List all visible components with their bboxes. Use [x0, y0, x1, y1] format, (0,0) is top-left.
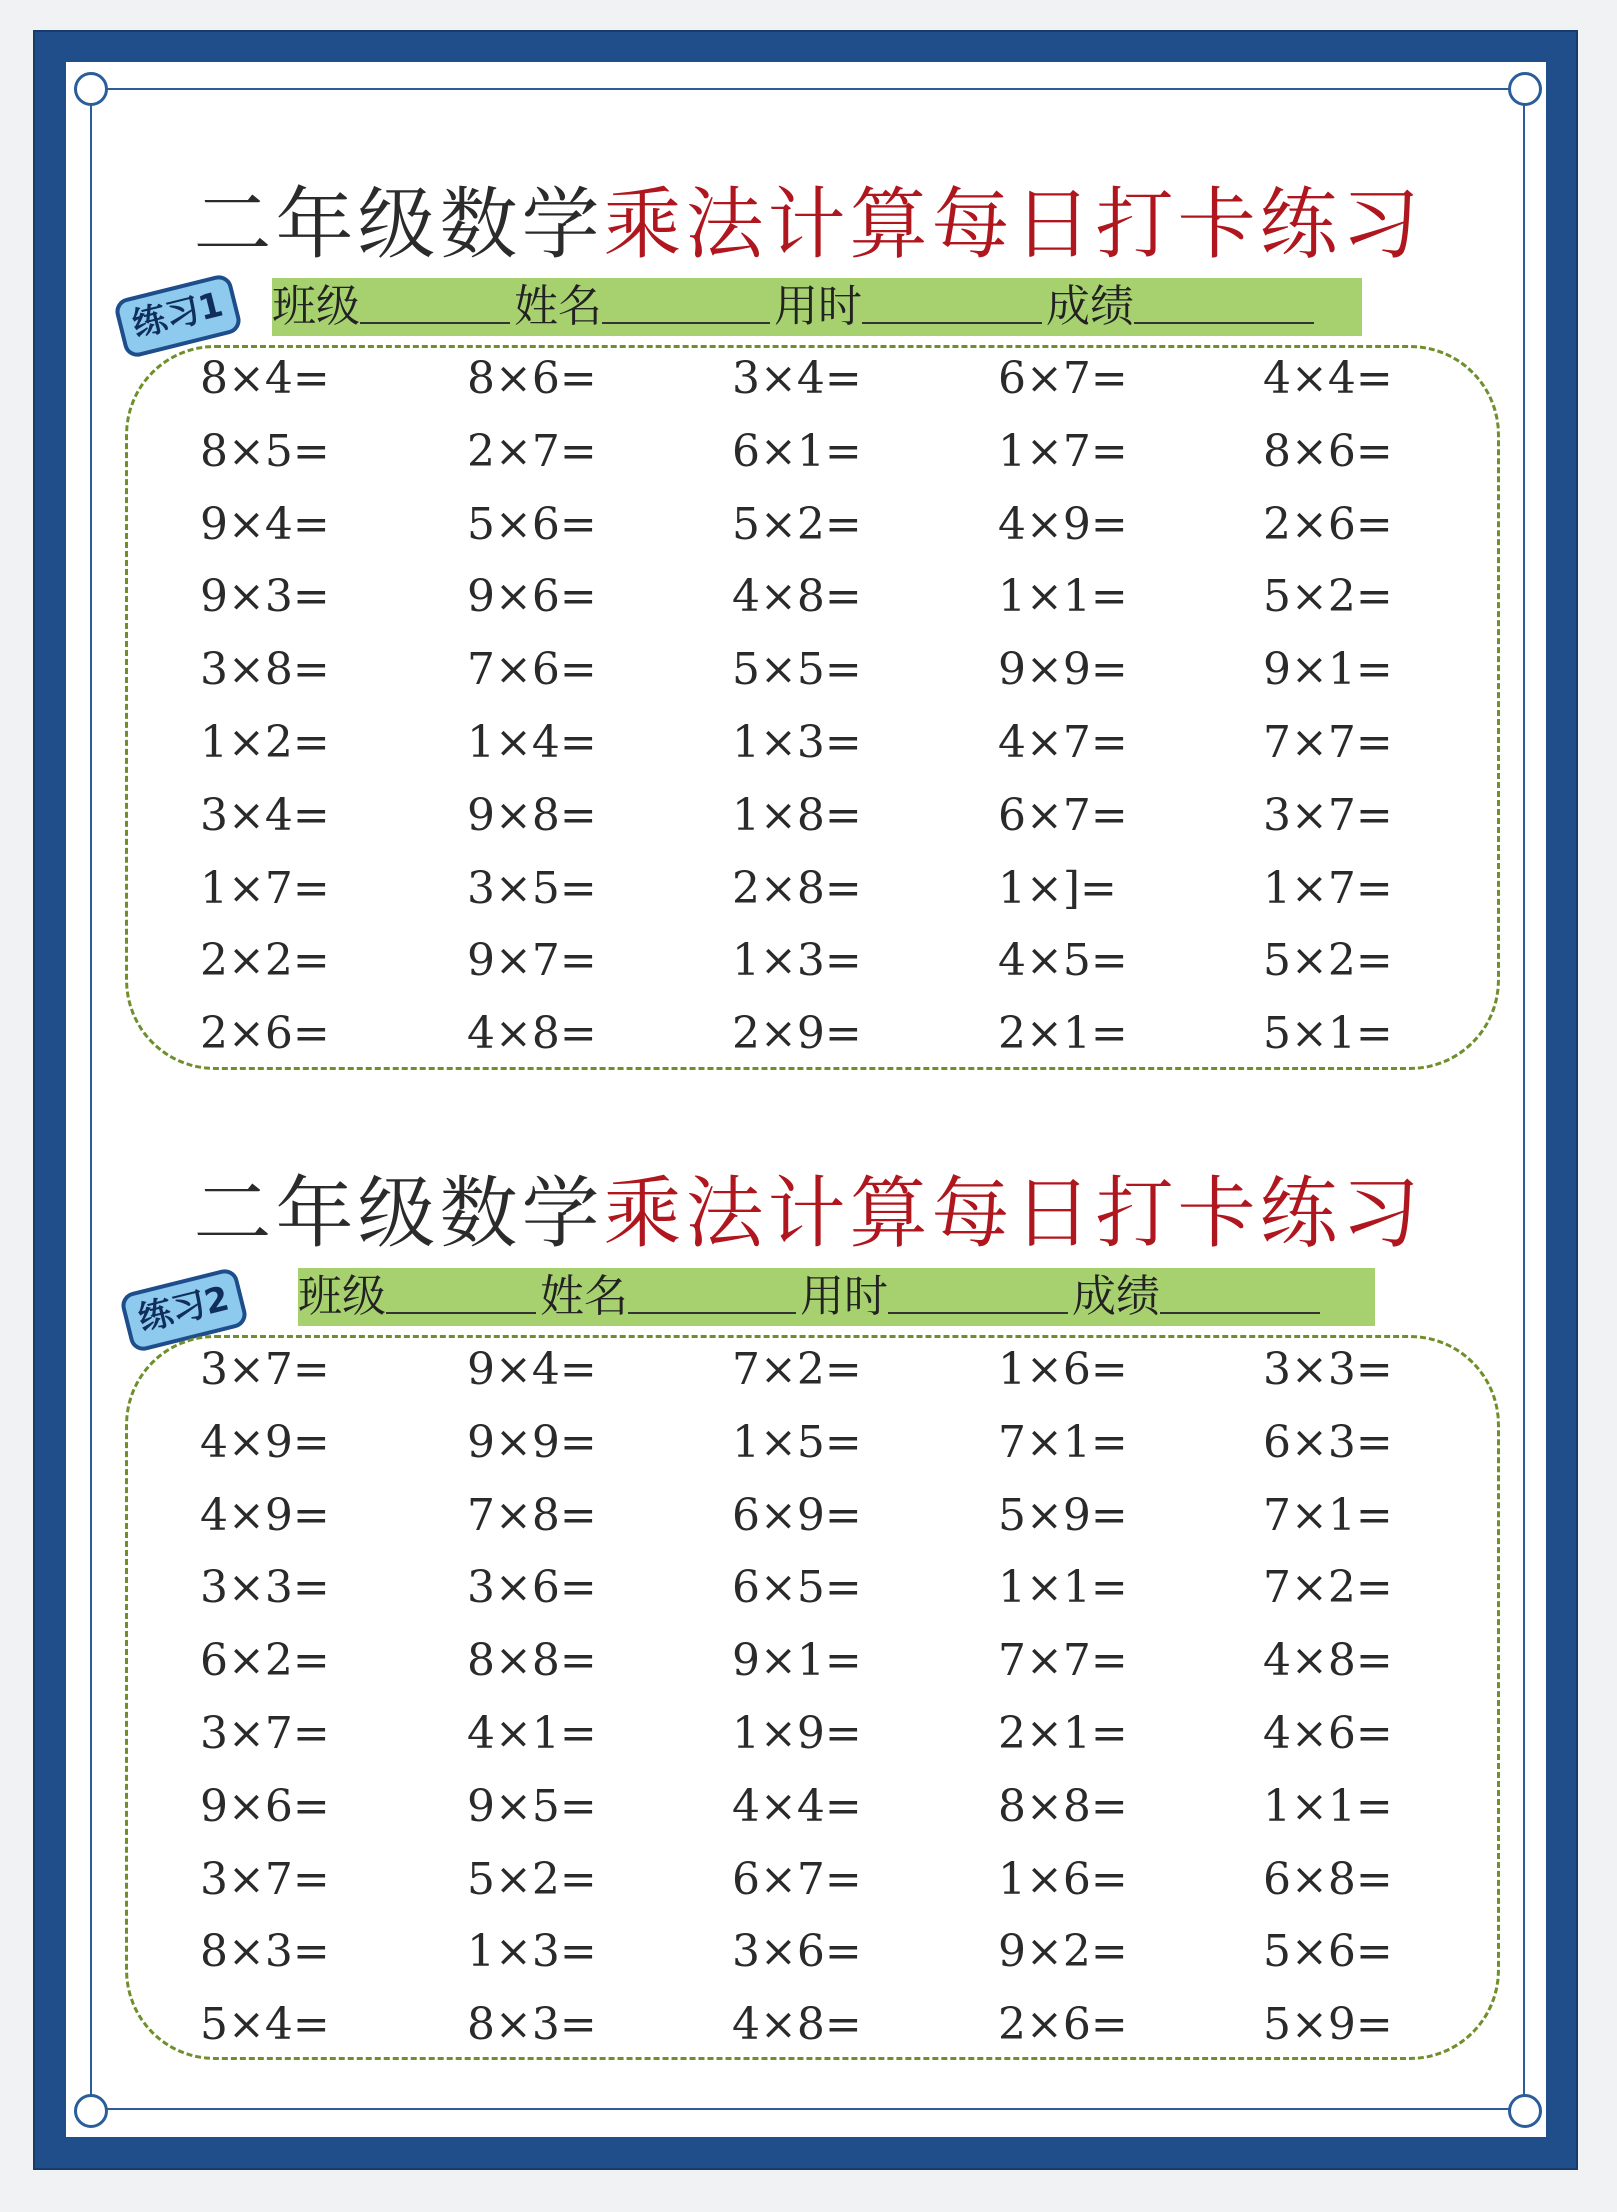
student-info-bar [272, 278, 1362, 336]
multiplication-problem: 2×8= [732, 862, 862, 914]
name-blank[interactable] [628, 1268, 796, 1314]
multiplication-problem: 1×3= [732, 717, 862, 768]
multiplication-problem: 2×1= [998, 1008, 1128, 1060]
sheet-title [0, 1169, 1617, 1259]
multiplication-problem: 1×2= [200, 717, 330, 768]
multiplication-problem: 4×5= [998, 935, 1128, 987]
multiplication-problem: 1×7= [200, 862, 330, 914]
multiplication-problem: 9×7= [467, 935, 597, 987]
score-label: 成绩 [1072, 1271, 1160, 1322]
multiplication-problem: 3×3= [200, 1562, 330, 1614]
time-blank[interactable] [888, 1268, 1068, 1314]
multiplication-problem: 6×8= [1263, 1853, 1393, 1905]
title-red: 乘法计算每日打卡练习 [603, 1169, 1424, 1259]
multiplication-problem: 7×7= [998, 1635, 1128, 1687]
multiplication-problem: 8×5= [200, 425, 330, 477]
multiplication-problem: 5×5= [732, 644, 862, 696]
multiplication-problem: 1×3= [732, 935, 862, 987]
name-label: 姓名 [514, 281, 602, 332]
multiplication-problem: 6×7= [998, 789, 1128, 841]
multiplication-problem: 4×9= [200, 1489, 330, 1541]
corner-ornament [1508, 2094, 1542, 2128]
title-black: 二年级数学 [193, 180, 604, 270]
multiplication-problem: 5×6= [1263, 1926, 1393, 1978]
multiplication-problem: 5×9= [998, 1489, 1128, 1541]
multiplication-problem: 9×9= [998, 644, 1128, 696]
multiplication-problem: 4×1= [467, 1708, 597, 1759]
multiplication-problem: 3×7= [200, 1344, 330, 1395]
multiplication-problem: 6×7= [732, 1853, 862, 1905]
multiplication-problem: 1×6= [998, 1344, 1128, 1395]
multiplication-problem: 1×4= [467, 717, 597, 768]
class-blank[interactable] [360, 278, 510, 324]
multiplication-problem: 7×1= [998, 1416, 1128, 1468]
multiplication-problem: 3×3= [1263, 1344, 1393, 1395]
multiplication-problem: 6×3= [1263, 1416, 1393, 1468]
multiplication-problem: 1×7= [1263, 862, 1393, 914]
multiplication-problem: 9×3= [200, 571, 330, 623]
multiplication-problem: 1×6= [998, 1853, 1128, 1905]
time-label: 用时 [774, 281, 862, 332]
multiplication-problem: 9×9= [467, 1416, 597, 1468]
class-label: 班级 [298, 1271, 386, 1322]
multiplication-problem: 7×2= [1263, 1562, 1393, 1614]
multiplication-problem: 6×2= [200, 1635, 330, 1687]
multiplication-problem: 1×7= [998, 425, 1128, 477]
multiplication-problem: 2×6= [200, 1008, 330, 1060]
multiplication-problem: 4×8= [1263, 1635, 1393, 1687]
multiplication-problem: 1×8= [732, 789, 862, 841]
multiplication-problem: 9×8= [467, 789, 597, 841]
multiplication-problem: 1×5= [732, 1416, 862, 1468]
multiplication-problem: 2×2= [200, 935, 330, 987]
multiplication-problem: 5×4= [200, 1999, 330, 2051]
multiplication-problem: 1×1= [998, 1562, 1128, 1614]
name-label: 姓名 [540, 1271, 628, 1322]
multiplication-problem: 2×7= [467, 425, 597, 477]
multiplication-problem: 4×7= [998, 717, 1128, 768]
multiplication-problem: 9×6= [467, 571, 597, 623]
multiplication-problem: 7×2= [732, 1344, 862, 1395]
multiplication-problem: 3×4= [200, 789, 330, 841]
multiplication-problem: 9×1= [732, 1635, 862, 1687]
multiplication-problem: 6×7= [998, 353, 1128, 404]
multiplication-problem: 2×9= [732, 1008, 862, 1060]
multiplication-problem: 8×3= [467, 1999, 597, 2051]
multiplication-problem: 1×9= [732, 1708, 862, 1759]
corner-ornament [74, 72, 108, 106]
multiplication-problem: 3×8= [200, 644, 330, 696]
multiplication-problem: 8×6= [467, 353, 597, 404]
multiplication-problem: 3×6= [732, 1926, 862, 1978]
practice-badge: 练习2 [119, 1266, 250, 1353]
multiplication-problem: 1×3= [467, 1926, 597, 1978]
score-blank[interactable] [1160, 1268, 1320, 1314]
multiplication-problem: 9×4= [467, 1344, 597, 1395]
multiplication-problem: 8×4= [200, 353, 330, 404]
multiplication-problem: 4×9= [998, 498, 1128, 550]
multiplication-problem: 4×8= [732, 1999, 862, 2051]
corner-ornament [74, 2094, 108, 2128]
multiplication-problem: 5×9= [1263, 1999, 1393, 2051]
multiplication-problem: 7×6= [467, 644, 597, 696]
multiplication-problem: 1×1= [998, 571, 1128, 623]
multiplication-problem: 3×4= [732, 353, 862, 404]
multiplication-problem: 5×2= [467, 1853, 597, 1905]
multiplication-problem: 8×8= [467, 1635, 597, 1687]
multiplication-problem: 2×6= [998, 1999, 1128, 2051]
time-blank[interactable] [862, 278, 1042, 324]
multiplication-problem: 5×2= [1263, 935, 1393, 987]
time-label: 用时 [800, 1271, 888, 1322]
multiplication-problem: 5×1= [1263, 1008, 1393, 1060]
multiplication-problem: 4×8= [467, 1008, 597, 1060]
title-red: 乘法计算每日打卡练习 [603, 180, 1424, 270]
multiplication-problem: 9×2= [998, 1926, 1128, 1978]
multiplication-problem: 8×8= [998, 1780, 1128, 1832]
score-blank[interactable] [1134, 278, 1314, 324]
multiplication-problem: 6×9= [732, 1489, 862, 1541]
multiplication-problem: 4×8= [732, 571, 862, 623]
multiplication-problem: 1×1= [1263, 1780, 1393, 1832]
multiplication-problem: 3×6= [467, 1562, 597, 1614]
multiplication-problem: 3×7= [200, 1853, 330, 1905]
name-blank[interactable] [602, 278, 770, 324]
multiplication-problem: 1×]= [998, 862, 1117, 914]
multiplication-problem: 9×4= [200, 498, 330, 550]
multiplication-problem: 2×1= [998, 1708, 1128, 1759]
multiplication-problem: 5×2= [732, 498, 862, 550]
student-info-bar [298, 1268, 1375, 1326]
multiplication-problem: 9×5= [467, 1780, 597, 1832]
multiplication-problem: 4×4= [1263, 353, 1393, 404]
multiplication-problem: 8×3= [200, 1926, 330, 1978]
multiplication-problem: 7×1= [1263, 1489, 1393, 1541]
class-blank[interactable] [386, 1268, 536, 1314]
multiplication-problem: 8×6= [1263, 425, 1393, 477]
multiplication-problem: 4×9= [200, 1416, 330, 1468]
score-label: 成绩 [1046, 281, 1134, 332]
practice-badge: 练习1 [113, 272, 244, 359]
multiplication-problem: 6×1= [732, 425, 862, 477]
sheet-title [0, 180, 1617, 270]
multiplication-problem: 5×2= [1263, 571, 1393, 623]
multiplication-problem: 9×6= [200, 1780, 330, 1832]
multiplication-problem: 7×7= [1263, 717, 1393, 768]
multiplication-problem: 7×8= [467, 1489, 597, 1541]
multiplication-problem: 6×5= [732, 1562, 862, 1614]
multiplication-problem: 9×1= [1263, 644, 1393, 696]
corner-ornament [1508, 72, 1542, 106]
multiplication-problem: 4×6= [1263, 1708, 1393, 1759]
title-black: 二年级数学 [193, 1169, 604, 1259]
class-label: 班级 [272, 281, 360, 332]
multiplication-problem: 2×6= [1263, 498, 1393, 550]
multiplication-problem: 3×7= [1263, 789, 1393, 841]
multiplication-problem: 5×6= [467, 498, 597, 550]
multiplication-problem: 4×4= [732, 1780, 862, 1832]
multiplication-problem: 3×5= [467, 862, 597, 914]
multiplication-problem: 3×7= [200, 1708, 330, 1759]
